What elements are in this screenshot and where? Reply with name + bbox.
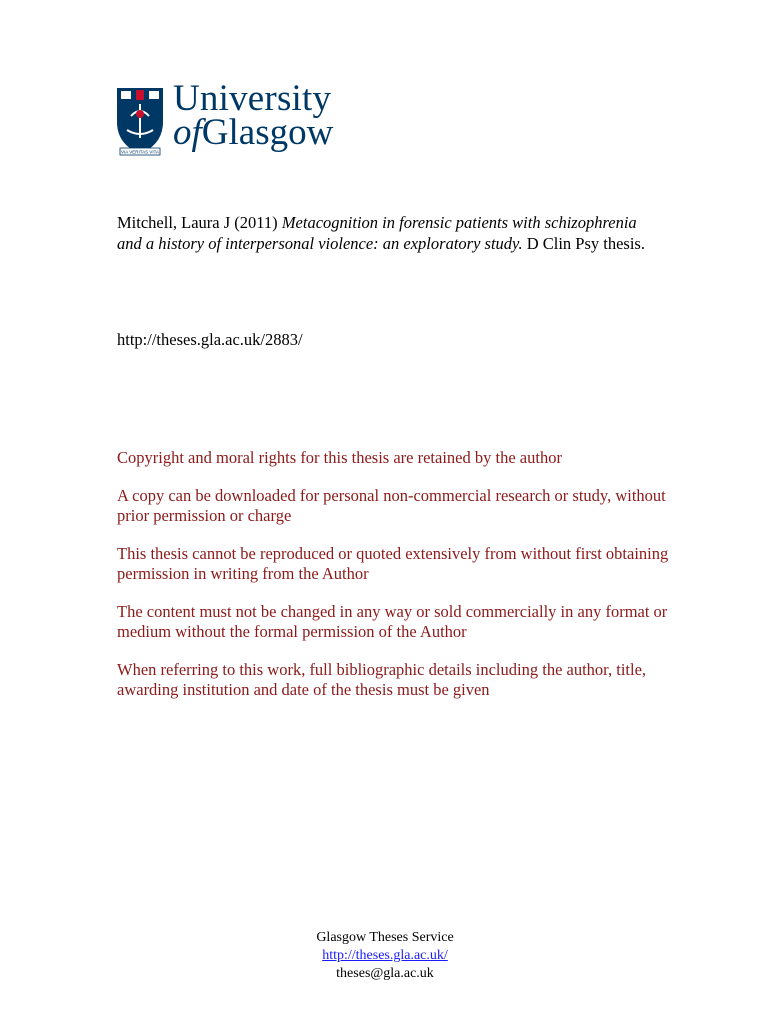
thesis-url[interactable]: http://theses.gla.ac.uk/2883/ — [117, 330, 303, 349]
footer-email[interactable]: theses@gla.ac.uk — [336, 966, 434, 981]
footer — [0, 929, 770, 983]
thesis-citation — [117, 212, 657, 254]
notice-modification: The content must not be changed in any way or sold commercially in any format or medium without the formal permission of the Author — [117, 602, 668, 641]
notice-copyright: Copyright and moral rights for this thesis are retained by the author — [117, 448, 562, 467]
notice-download: A copy can be downloaded for personal non-commercial research or study, without prior permission or charge — [117, 486, 666, 525]
motto-text: VIA VERITAS VITA — [120, 149, 160, 155]
university-wordmark — [173, 80, 333, 151]
copyright-notices — [117, 448, 677, 718]
citation-prefix: Mitchell, Laura J (2011) — [117, 213, 278, 232]
footer-service-name: Glasgow Theses Service — [316, 930, 454, 945]
footer-link[interactable]: http://theses.gla.ac.uk/ — [322, 948, 448, 963]
university-crest-icon — [115, 86, 165, 156]
wordmark-glasgow: Glasgow — [201, 112, 334, 153]
citation-title: Metacognition in forensic patients with schizophrenia and a history of interpersonal violence: an exploratory study. — [117, 213, 637, 253]
citation-suffix: D Clin Psy thesis. — [526, 234, 645, 253]
wordmark-of: of — [173, 112, 202, 153]
wordmark-university: University — [173, 78, 332, 119]
notice-reproduction: This thesis cannot be reproduced or quoted extensively from without first obtaining permission in writing from the Author — [117, 544, 669, 583]
university-logo — [115, 78, 355, 158]
notice-referencing: When referring to this work, full bibliographic details including the author, title, awarding institution and date of the thesis must be given — [117, 660, 647, 699]
